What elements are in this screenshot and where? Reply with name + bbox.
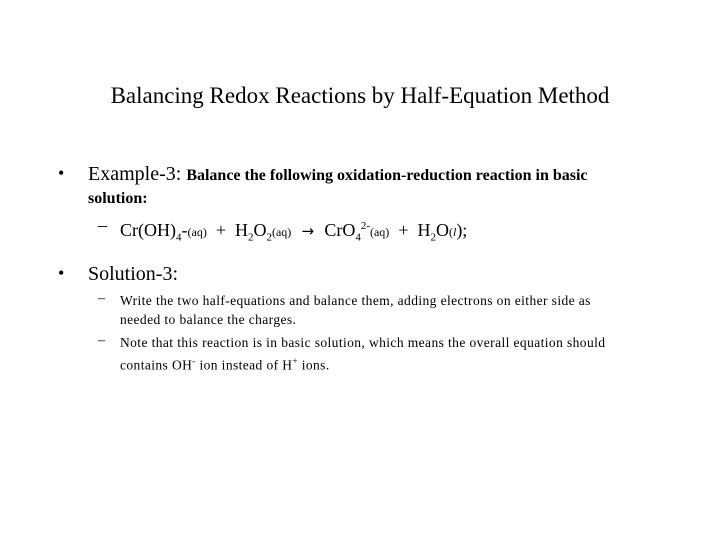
step2-line1: Note that this reaction is in basic solution, which means the overall equation should [120, 335, 606, 350]
step1-line2: needed to balance the charges. [120, 312, 297, 327]
product1-subscript: 4 [355, 231, 361, 244]
reactant1-formula: Cr(OH) [120, 220, 176, 240]
step2-dash: – [98, 333, 105, 348]
step2-text-a: contains OH [120, 357, 193, 373]
product2-phase-open: ( [448, 225, 453, 239]
product2-o: O [435, 220, 449, 240]
step1-line1: Write the two half-equations and balance them, adding electrons on either side as [120, 293, 591, 308]
reactant1-charge: - [181, 220, 188, 240]
product1-charge: 2- [360, 220, 370, 232]
product2-phase-close: ); [456, 220, 468, 240]
reactant2-o: O [253, 220, 267, 240]
solution-label: Solution-3: [88, 263, 179, 285]
bullet-icon: • [58, 163, 65, 183]
example-label: Example-3: [88, 163, 182, 185]
hydroxide-charge: - [192, 356, 196, 366]
reactant2-phase: (aq) [271, 225, 292, 239]
reactant2-subscript2: 2 [266, 231, 272, 244]
reactant2-subscript1: 2 [247, 231, 254, 244]
chemical-equation [120, 215, 467, 249]
step2-text-b: ion instead of H [195, 357, 293, 373]
equation-dash: – [98, 215, 107, 235]
plus-sign-2: + [398, 220, 409, 240]
bullet-icon: • [58, 263, 65, 283]
reaction-arrow-icon: → [301, 222, 315, 240]
product2-phase-liquid: l [452, 225, 457, 239]
reactant2-h: H [234, 220, 248, 240]
slide-title: Balancing Redox Reactions by Half-Equation Method [110, 83, 610, 108]
example-text: Balance the following oxidation-reduction reaction in basic [186, 167, 588, 184]
product2-h: H [417, 220, 431, 240]
reactant1-phase: (aq) [187, 225, 207, 239]
plus-sign-1: + [215, 220, 226, 240]
product1-formula: CrO [324, 220, 356, 240]
example-line [88, 162, 588, 188]
hydrogen-charge: + [292, 356, 298, 366]
product2-subscript: 2 [430, 231, 436, 244]
product1-phase: (aq) [369, 225, 390, 239]
step2-text-c: ions. [297, 357, 330, 373]
step1-dash: – [98, 291, 105, 306]
example-text-continued: solution: [88, 190, 148, 207]
step2-line2 [120, 352, 330, 375]
reactant1-subscript: 4 [176, 231, 182, 244]
